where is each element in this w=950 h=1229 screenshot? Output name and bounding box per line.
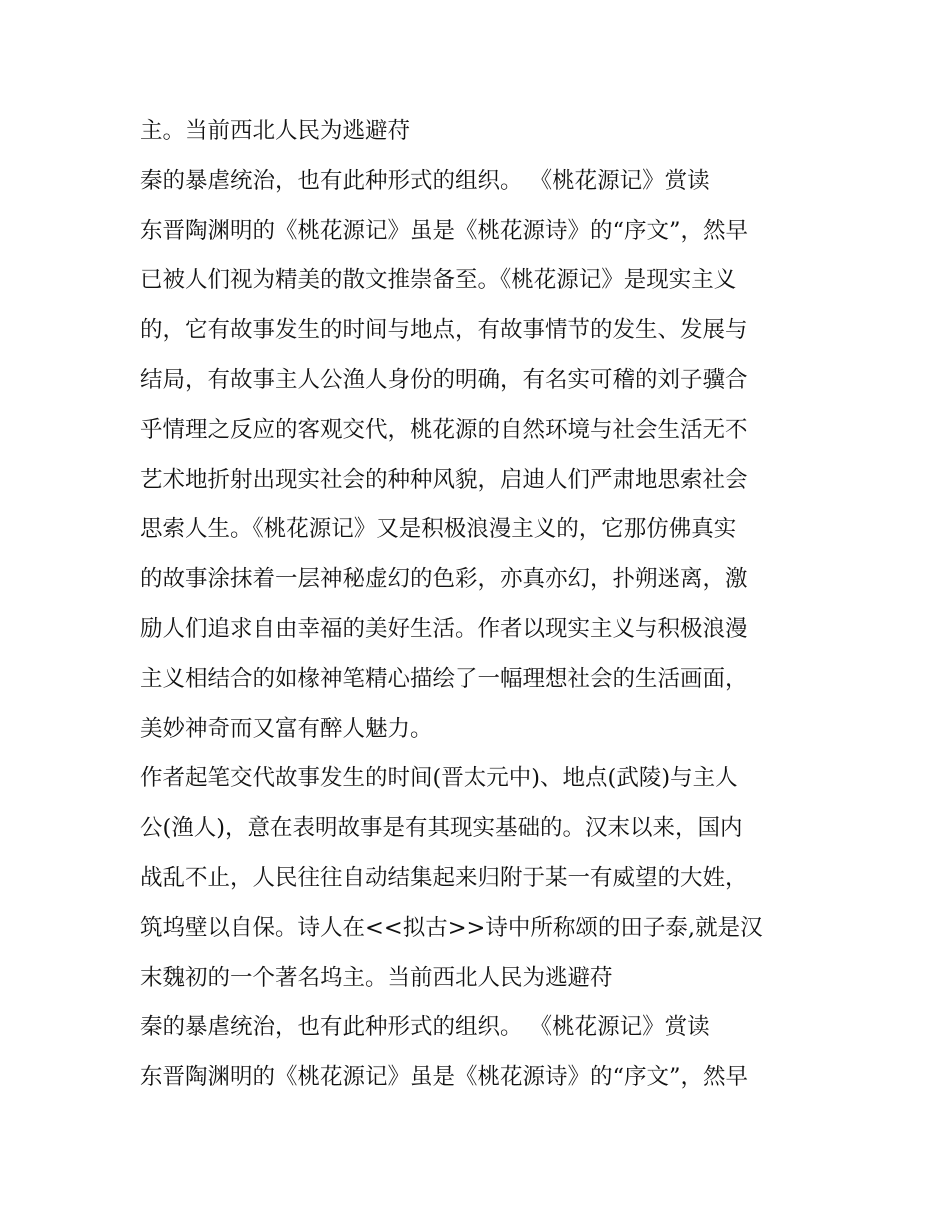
text-line: 末魏初的一个著名坞主。当前西北人民为逃避苻 [140, 964, 613, 991]
text-line: 秦的暴虐统治，也有此种形式的组织。 《桃花源记》赏读 [140, 1014, 710, 1041]
text-line: 的，它有故事发生的时间与地点，有故事情节的发生、发展与 [140, 317, 748, 344]
text-line: 筑坞壁以自保。诗人在<<拟古>>诗中所称颂的田子泰,就是汉 [140, 914, 763, 941]
text-line: 励人们追求自由幸福的美好生活。作者以现实主义与积极浪漫 [140, 615, 748, 642]
text-line: 乎情理之反应的客观交代，桃花源的自然环境与社会生活无不 [140, 416, 748, 443]
text-line: 结局，有故事主人公渔人身份的明确，有名实可稽的刘子骥合 [140, 366, 748, 393]
text-line: 东晋陶渊明的《桃花源记》虽是《桃花源诗》的“序文”，然早 [140, 1064, 749, 1091]
text-line: 作者起笔交代故事发生的时间(晋太元中)、地点(武陵)与主人 [140, 765, 738, 792]
text-line: 的故事涂抹着一层神秘虚幻的色彩，亦真亦幻，扑朔迷离，激 [140, 566, 748, 593]
body-text [140, 107, 820, 1103]
text-line: 思索人生。《桃花源记》又是积极浪漫主义的，它那仿佛真实 [140, 516, 737, 543]
text-line: 主。当前西北人民为逃避苻 [140, 118, 411, 144]
text-line: 东晋陶渊明的《桃花源记》虽是《桃花源诗》的“序文”，然早 [140, 217, 749, 244]
text-line: 艺术地折射出现实社会的种种风貌，启迪人们严肃地思索社会 [140, 466, 748, 493]
text-line: 公(渔人)，意在表明故事是有其现实基础的。汉末以来，国内 [140, 815, 743, 842]
text-line: 美妙神奇而又富有醉人魅力。 [140, 715, 433, 742]
text-line: 秦的暴虐统治，也有此种形式的组织。 《桃花源记》赏读 [140, 167, 710, 194]
text-line: 战乱不止，人民往往自动结集起来归附于某一有威望的大姓， [140, 864, 748, 891]
text-line: 主义相结合的如椽神笔精心描绘了一幅理想社会的生活画面， [140, 665, 748, 692]
text-line: 已被人们视为精美的散文推崇备至。《桃花源记》是现实主义 [140, 267, 737, 294]
